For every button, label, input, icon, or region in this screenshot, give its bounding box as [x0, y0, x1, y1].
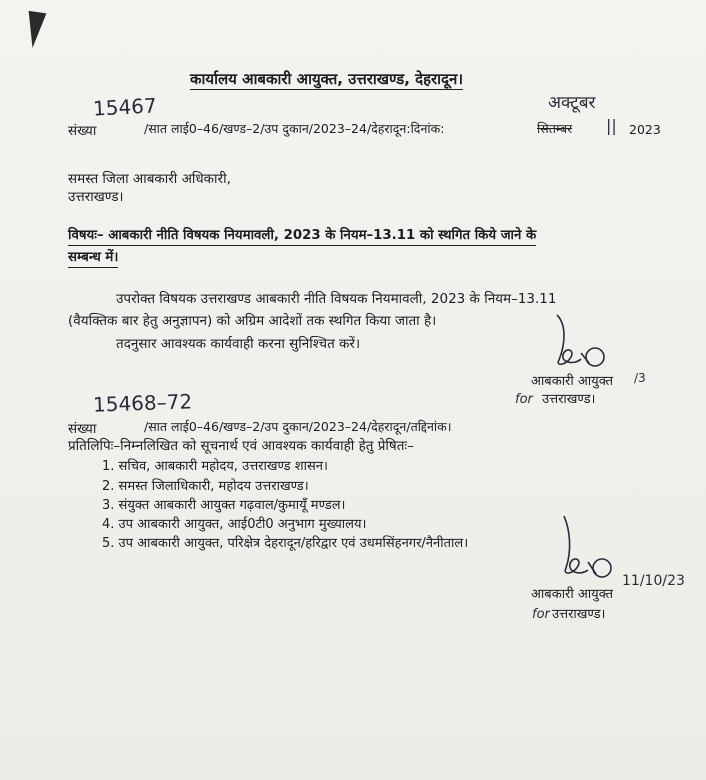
copy-list-item: 4. उप आबकारी आयुक्त, आई0टी0 अनुभाग मुख्यालय।	[102, 517, 367, 532]
subject-line-2: सम्बन्ध में।	[68, 249, 118, 268]
copy-intro: प्रतिलिपिः–निम्नलिखित को सूचनार्थ एवं आवश्यक कार्यवाही हेतु प्रेषितः–	[68, 438, 414, 454]
corner-arrow-mark	[24, 11, 47, 49]
order-number-label: संख्या	[68, 123, 97, 139]
copy-reference-line: /सात लाई0–46/खण्ड–2/उप दुकान/2023–24/देहरादून/तद्दिनांक।	[144, 419, 452, 434]
signature-2-for: for	[532, 607, 550, 622]
recipient-line-1: समस्त जिला आबकारी अधिकारी,	[68, 171, 231, 187]
signatory-designation-2: आबकारी आयुक्त	[531, 587, 614, 602]
order-year: 2023	[629, 122, 661, 137]
handwritten-copy-number: 15468–72	[92, 389, 193, 417]
copy-list-item: 2. समस्त जिलाधिकारी, महोदय उत्तराखण्ड।	[102, 479, 309, 494]
copy-list-item: 1. सचिव, आबकारी महोदय, उत्तराखण्ड शासन।	[102, 459, 328, 474]
handwritten-day: ||	[606, 116, 617, 135]
copy-list-item: 3. संयुक्त आबकारी आयुक्त गढ़वाल/कुमायूँ मण्डल।	[102, 498, 346, 513]
signatory-state-2: उत्तराखण्ड।	[552, 607, 606, 622]
handwritten-order-number: 15467	[92, 93, 158, 121]
signatory-state-1: उत्तराखण्ड।	[542, 392, 596, 407]
order-reference-line: /सात लाई0–46/खण्ड–2/उप दुकान/2023–24/देहरादून:दिनांक:	[144, 121, 445, 136]
recipient-line-2: उत्तराखण्ड।	[68, 189, 124, 205]
copy-list-item: 5. उप आबकारी आयुक्त, परिक्षेत्र देहरादून/हरिद्वार एवं उधमसिंहनगर/नैनीताल।	[102, 536, 469, 551]
body-para1-line2: (वैयक्तिक बार हेतु अनुज्ञापन) को अग्रिम आदेशों तक स्थगित किया जाता है।	[68, 313, 437, 329]
body-para2: तदनुसार आवश्यक कार्यवाही करना सुनिश्चित करें।	[116, 336, 361, 352]
signature-1-for: for	[515, 392, 533, 407]
handwritten-month: अक्टूबर	[548, 93, 596, 113]
signature-2-date: 11/10/23	[622, 573, 685, 589]
subject-line-1: विषयः– आबकारी नीति विषयक नियमावली, 2023 के नियम–13.11 को स्थगित किये जाने के	[68, 227, 536, 246]
copy-number-label: संख्या	[68, 421, 97, 437]
struck-month: सितम्बर	[537, 121, 573, 136]
body-para1-line1: उपरोक्त विषयक उत्तराखण्ड आबकारी नीति विषयक नियमावली, 2023 के नियम–13.11	[116, 291, 557, 307]
signatory-designation-1: आबकारी आयुक्त	[531, 374, 614, 389]
signature-1-date: /3	[634, 371, 646, 385]
office-title: कार्यालय आबकारी आयुक्त, उत्तराखण्ड, देहरादून।	[190, 70, 464, 88]
